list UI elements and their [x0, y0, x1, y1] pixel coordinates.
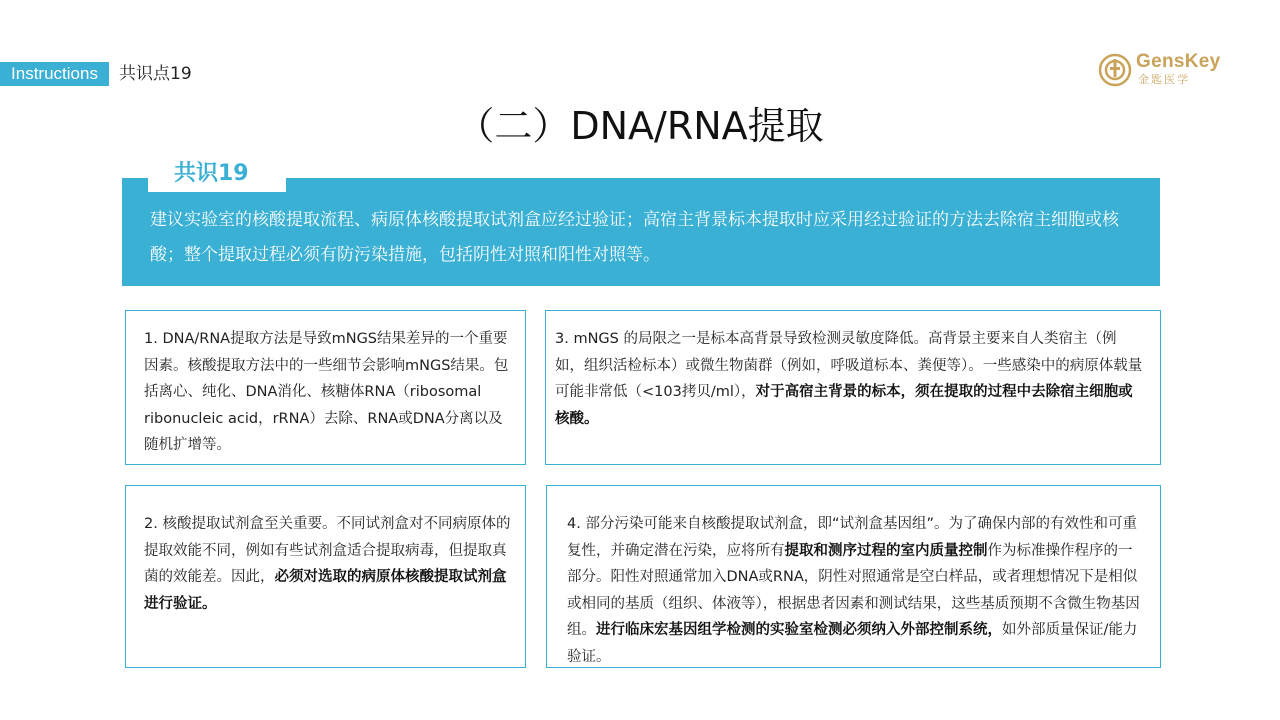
card-4-text-b: 作为标准操作程序的一部分。阳性对照通常加入DNA或RNA，阴性对照通常是空白样品，或者理想情况下是相似或相同的基质（组织、体液等），根据患者因素和测试结果，这些基质预期不含微生物基因组。 [567, 542, 1140, 638]
card-4-text-a: 4. 部分污染可能来自核酸提取试剂盒，即“试剂盒基因组”。为了确保内部的有效性和可重复性，并确定潜在污染，应将所有 [567, 516, 1137, 559]
card-4-text-c: 如外部质量保证/能力验证。 [567, 622, 1138, 665]
instructions-tag: Instructions [0, 62, 109, 86]
banner-text: 建议实验室的核酸提取流程、病原体核酸提取试剂盒应经过验证；高宿主背景标本提取时应采用经过验证的方法去除宿主细胞或核酸；整个提取过程必须有防污染措施，包括阴性对照和阳性对照等。 [150, 210, 1119, 265]
card-2-text-a: 2. 核酸提取试剂盒至关重要。不同试剂盒对不同病原体的提取效能不同，例如有些试剂盒适合提取病毒，但提取真菌的效能差。因此， [144, 516, 511, 585]
card-2-text [144, 511, 518, 617]
card-4-text [567, 511, 1141, 670]
card-1-text: 1. DNA/RNA提取方法是导致mNGS结果差异的一个重要因素。核酸提取方法中的一些细节会影响mNGS结果。包括离心、纯化、DNA消化、核糖体RNA（ribosomal ribonucleic acid，rRNA）去除、RNA或DNA分离以及随机扩增等。 [144, 331, 509, 453]
card-4-bold-a: 提取和测序过程的室内质量控制 [784, 542, 988, 559]
card-4-bold-b: 进行临床宏基因组学检测的实验室检测必须纳入外部控制系统， [596, 622, 1002, 638]
card-3-bold-a: 对于高宿主背景的标本，须在提取的过程中去除宿主细胞或核酸。 [555, 384, 1133, 427]
page-title: （二）DNA/RNA提取 [456, 104, 824, 148]
genskey-logo-icon [1098, 53, 1132, 87]
consensus-point-label: 共识点19 [119, 64, 192, 84]
logo-name: GensKey [1136, 51, 1221, 72]
card-3-text-a: 3. mNGS 的局限之一是标本高背景导致检测灵敏度降低。高背景主要来自人类宿主（例如，组织活检标本）或微生物菌群（例如，呼吸道标本、粪便等）。一些感染中的病原体载量可能非常低（<103拷贝/ml）， [555, 331, 1143, 400]
banner-tab-label: 共识19 [174, 161, 249, 186]
card-3-text [555, 326, 1145, 432]
card-2-bold-a: 必须对选取的病原体核酸提取试剂盒进行验证。 [144, 569, 507, 612]
genskey-logo [1098, 51, 1223, 87]
logo-subtitle: 金匙医学 [1138, 73, 1190, 86]
